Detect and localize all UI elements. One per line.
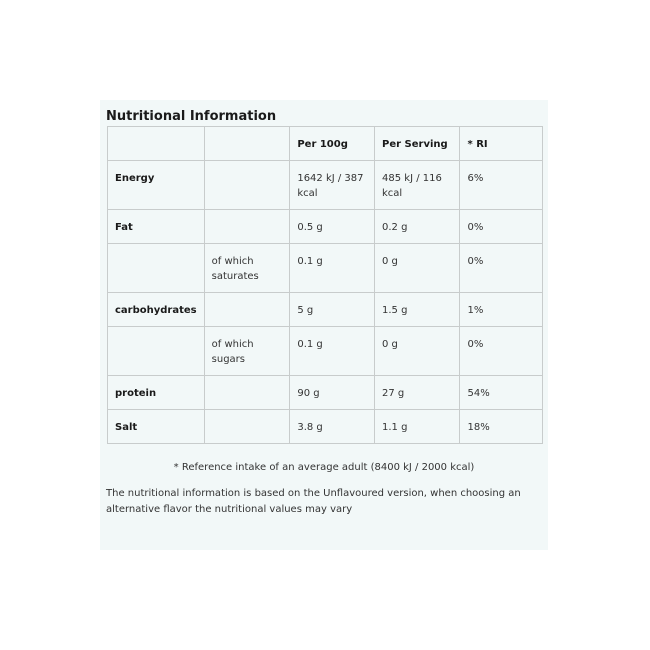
table-row-sugars (108, 327, 543, 376)
nutrient-sub (204, 376, 290, 410)
nutrition-panel (100, 100, 548, 550)
nutrient-name: carbohydrates (108, 293, 205, 327)
table-row-salt (108, 410, 543, 444)
header-per-100g: Per 100g (290, 127, 375, 161)
value-ri: 1% (460, 293, 543, 327)
value-per-serving: 0 g (375, 244, 460, 293)
nutrient-sub (204, 410, 290, 444)
value-ri: 0% (460, 244, 543, 293)
header-per-serving: Per Serving (375, 127, 460, 161)
nutrition-table (107, 126, 543, 444)
value-ri: 54% (460, 376, 543, 410)
table-row-protein (108, 376, 543, 410)
value-per-100g: 0.5 g (290, 210, 375, 244)
value-per-serving: 27 g (375, 376, 460, 410)
nutrient-name (108, 327, 205, 376)
nutrient-name: Fat (108, 210, 205, 244)
nutrient-sub (204, 210, 290, 244)
nutrient-sub (204, 293, 290, 327)
value-per-100g: 5 g (290, 293, 375, 327)
value-per-serving: 1.5 g (375, 293, 460, 327)
value-per-100g: 90 g (290, 376, 375, 410)
value-ri: 0% (460, 210, 543, 244)
table-row-fat (108, 210, 543, 244)
header-nutrient (108, 127, 205, 161)
value-per-100g: 0.1 g (290, 244, 375, 293)
table-row-energy (108, 161, 543, 210)
value-per-100g: 3.8 g (290, 410, 375, 444)
nutrient-name (108, 244, 205, 293)
table-header-row (108, 127, 543, 161)
value-per-100g: 1642 kJ / 387 kcal (290, 161, 375, 210)
table-row-carbohydrates (108, 293, 543, 327)
nutrient-sub: of which sugars (204, 327, 290, 376)
flavour-disclaimer: The nutritional information is based on the Unflavoured version, when choosing an alternative flavor the nutritional values may vary (106, 488, 521, 515)
nutrient-name: protein (108, 376, 205, 410)
nutrition-title: Nutritional Information (106, 109, 277, 124)
table-row-saturates (108, 244, 543, 293)
value-per-100g: 0.1 g (290, 327, 375, 376)
value-ri: 0% (460, 327, 543, 376)
value-per-serving: 1.1 g (375, 410, 460, 444)
nutrient-sub: of which saturates (204, 244, 290, 293)
value-per-serving: 0 g (375, 327, 460, 376)
value-per-serving: 0.2 g (375, 210, 460, 244)
header-sub (204, 127, 290, 161)
value-ri: 18% (460, 410, 543, 444)
reference-intake-note: * Reference intake of an average adult (8400 kJ / 2000 kcal) (173, 462, 475, 473)
value-per-serving: 485 kJ / 116 kcal (375, 161, 460, 210)
nutrient-name: Salt (108, 410, 205, 444)
value-ri: 6% (460, 161, 543, 210)
header-ri: * RI (460, 127, 543, 161)
nutrient-sub (204, 161, 290, 210)
nutrient-name: Energy (108, 161, 205, 210)
